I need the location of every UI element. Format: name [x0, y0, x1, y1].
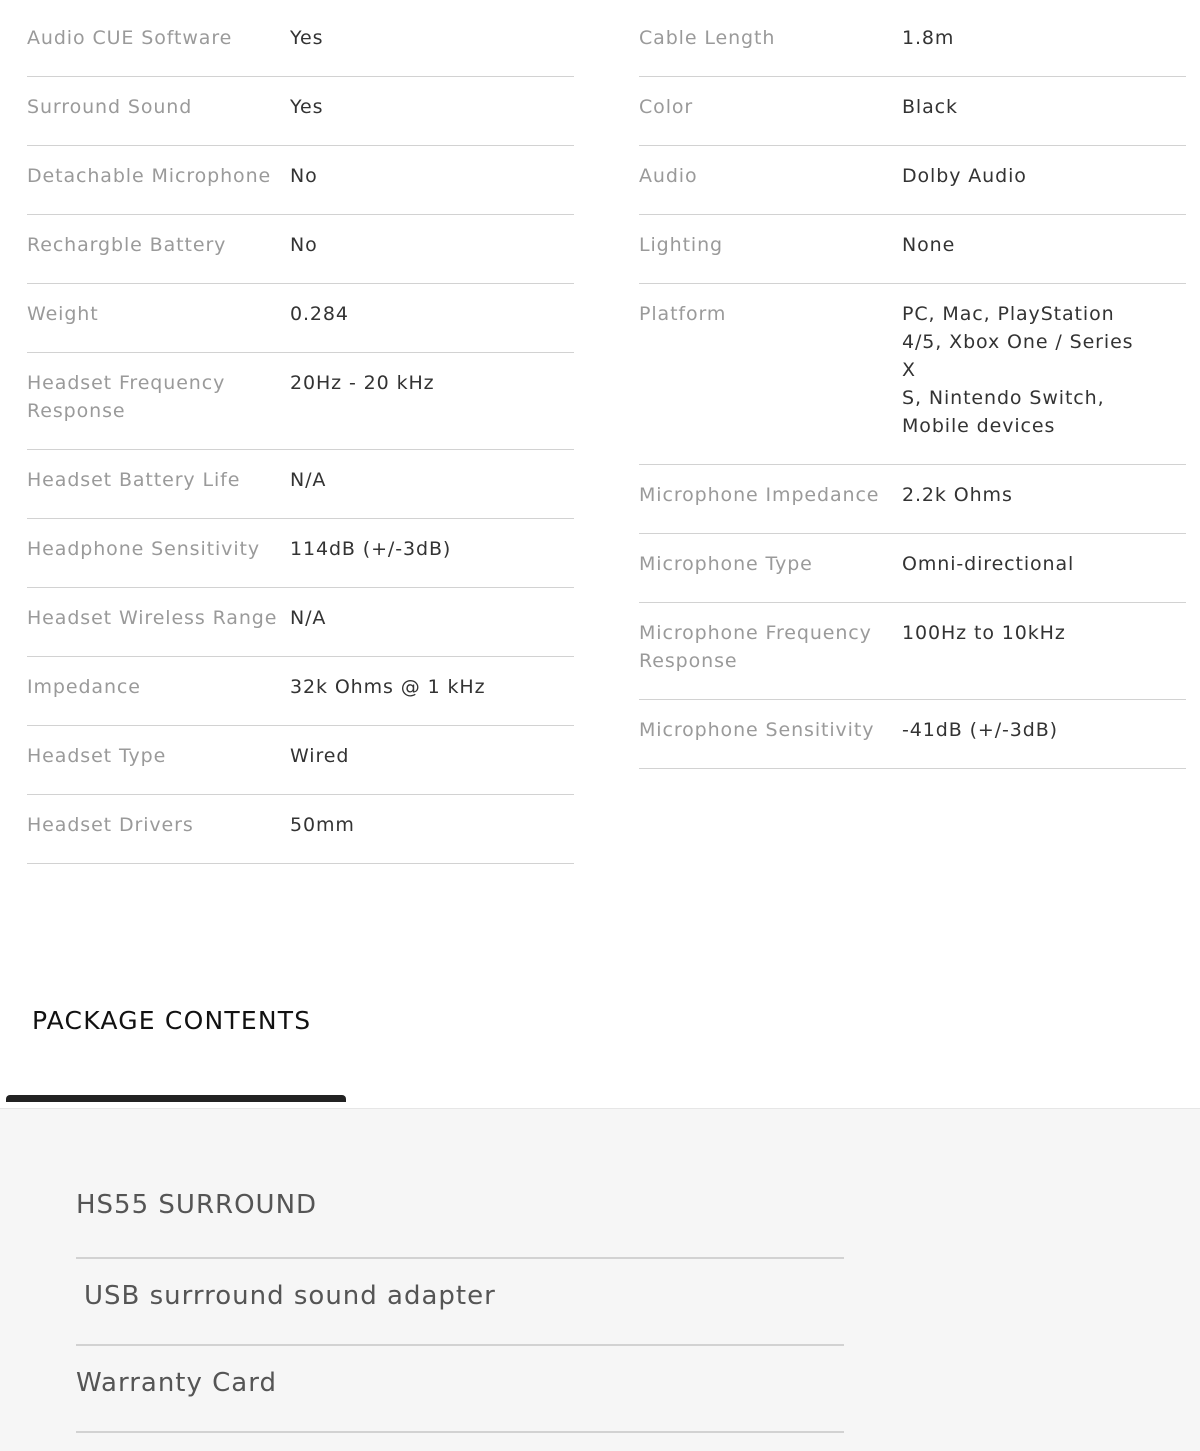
spec-value: Dolby Audio: [902, 165, 1027, 187]
spec-value: No: [290, 234, 318, 256]
spec-row: [639, 77, 1186, 146]
platform-line: X: [902, 359, 916, 381]
spec-value: N/A: [290, 469, 327, 491]
spec-label: Audio: [639, 165, 698, 187]
package-contents-tab[interactable]: PACKAGE CONTENTS: [32, 1006, 312, 1035]
spec-row: [27, 8, 574, 77]
specs-column-right: [639, 8, 1186, 769]
spec-value: None: [902, 234, 956, 256]
package-contents-list: [76, 1171, 844, 1433]
list-item: USB surrround sound adapter: [76, 1259, 844, 1346]
spec-row: [639, 700, 1186, 769]
platform-line: S, Nintendo Switch,: [902, 387, 1105, 409]
spec-value: Yes: [290, 27, 324, 49]
spec-row: [27, 657, 574, 726]
spec-value: Omni-directional: [902, 553, 1075, 575]
spec-value: -41dB (+/-3dB): [902, 719, 1058, 741]
package-contents-panel: [0, 1108, 1200, 1451]
spec-label: Rechargble Battery: [27, 234, 227, 256]
spec-row: [27, 726, 574, 795]
spec-row: [27, 146, 574, 215]
platform-line: PC, Mac, PlayStation: [902, 303, 1115, 325]
platform-line: 4/5, Xbox One / Series: [902, 331, 1134, 353]
spec-label: Headset Wireless Range: [27, 607, 278, 629]
spec-row: [639, 465, 1186, 534]
spec-value: 114dB (+/-3dB): [290, 538, 452, 560]
platform-line: Mobile devices: [902, 415, 1056, 437]
spec-value: 20Hz - 20 kHz: [290, 372, 435, 394]
spec-value: Wired: [290, 745, 350, 767]
spec-row: [27, 284, 574, 353]
spec-row: [639, 534, 1186, 603]
spec-value: N/A: [290, 607, 327, 629]
list-item: HS55 SURROUND: [76, 1171, 844, 1259]
spec-row: [639, 284, 1186, 465]
spec-value: Black: [902, 96, 958, 118]
spec-row: [27, 353, 574, 450]
spec-value: No: [290, 165, 318, 187]
spec-label: Microphone Type: [639, 553, 813, 575]
spec-row: [27, 77, 574, 146]
spec-label: Weight: [27, 303, 99, 325]
spec-label: Microphone Sensitivity: [639, 719, 875, 741]
spec-label: Color: [639, 96, 694, 118]
spec-label: Headset Type: [27, 745, 167, 767]
list-item: Warranty Card: [76, 1346, 844, 1433]
spec-row: [27, 588, 574, 657]
spec-label: Headset Drivers: [27, 814, 194, 836]
spec-row: [27, 215, 574, 284]
spec-row: [27, 519, 574, 588]
spec-label: Audio CUE Software: [27, 27, 233, 49]
spec-value: Yes: [290, 96, 324, 118]
spec-label: Impedance: [27, 676, 141, 698]
spec-value: 1.8m: [902, 27, 955, 49]
spec-value: 0.284: [290, 303, 349, 325]
spec-label: Lighting: [639, 234, 723, 256]
spec-label: Headset Frequency Response: [27, 372, 226, 422]
spec-row: [27, 450, 574, 519]
spec-value: 50mm: [290, 814, 355, 836]
spec-label: Detachable Microphone: [27, 165, 272, 187]
spec-row: [27, 795, 574, 864]
spec-row: [639, 215, 1186, 284]
active-tab-indicator: [6, 1095, 346, 1102]
spec-value: 2.2k Ohms: [902, 484, 1013, 506]
spec-label: Platform: [639, 303, 727, 325]
spec-label: Surround Sound: [27, 96, 193, 118]
spec-label: Microphone Frequency Response: [639, 622, 872, 672]
spec-label: Cable Length: [639, 27, 776, 49]
specs-column-left: [27, 8, 574, 864]
spec-label: Headphone Sensitivity: [27, 538, 260, 560]
spec-label: Microphone Impedance: [639, 484, 880, 506]
spec-value: 100Hz to 10kHz: [902, 622, 1066, 644]
spec-row: [639, 603, 1186, 700]
spec-value-platform: [902, 300, 1163, 464]
spec-row: [639, 146, 1186, 215]
spec-row: [639, 8, 1186, 77]
spec-label: Headset Battery Life: [27, 469, 241, 491]
spec-value: 32k Ohms @ 1 kHz: [290, 676, 486, 698]
